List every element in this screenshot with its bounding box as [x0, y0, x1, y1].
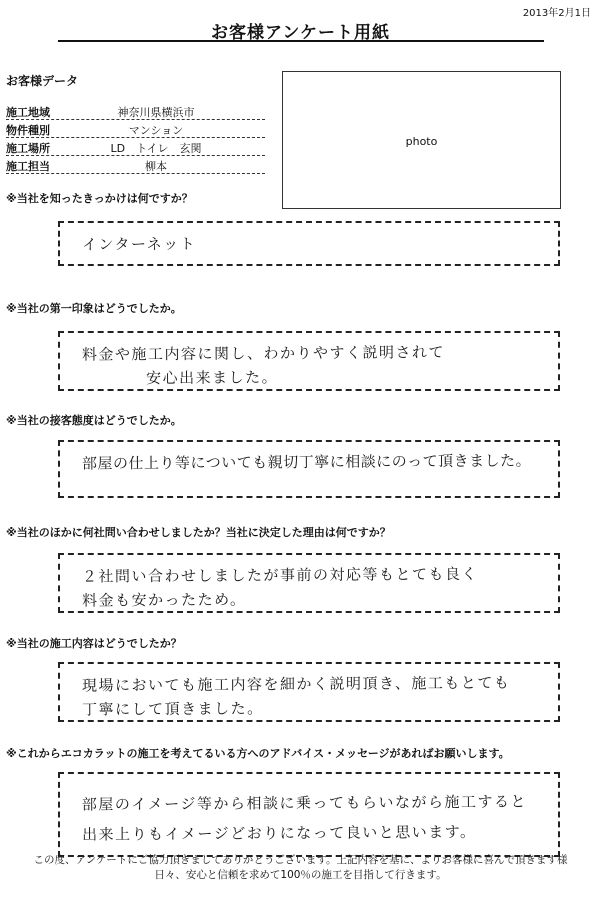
- answer-line: 丁寧にして頂きました。: [82, 699, 264, 719]
- question-advice: ※これからエコカラットの施工を考えてるいる方へのアドバイス・メッセージがあればお願いします。: [6, 747, 510, 760]
- question-work-quality: ※当社の施工内容はどうでしたか？: [6, 637, 182, 650]
- answer-box-work-quality: [58, 662, 560, 722]
- info-row-area: [6, 102, 265, 120]
- info-label: 施工地域: [6, 106, 50, 119]
- info-row-staff: [6, 156, 265, 174]
- info-value: LD トイレ 玄関: [110, 142, 202, 155]
- info-value: 神奈川県横浜市: [117, 106, 195, 119]
- info-row-property-type: [6, 120, 265, 138]
- photo-label: photo: [405, 135, 438, 148]
- answer-box-other-companies: [58, 553, 560, 613]
- handwritten-answer: [82, 561, 552, 612]
- answer-line: 部屋のイメージ等から相談に乗ってもらいながら施工すると: [81, 792, 528, 814]
- question-service-attitude: ※当社の接客態度はどうでしたか。: [6, 414, 182, 427]
- answer-box-service-attitude: [58, 440, 560, 498]
- info-label: 施工担当: [6, 160, 50, 173]
- question-other-companies: ※当社のほかに何社問い合わせしましたか？当社に決定した理由は何ですか？: [6, 526, 391, 539]
- answer-line: ２社問い合わせしましたが事前の対応等もとても良く: [81, 564, 478, 586]
- closing-line: この度、アンケートにご協力頂きましてありがとうございます。上記内容を基に、よりお客様に喜んで頂きます様: [33, 854, 568, 866]
- info-value: 柳本: [145, 160, 167, 173]
- answer-box-discovery: [58, 221, 560, 266]
- closing-message: [0, 853, 601, 883]
- answer-line: 出来上りもイメージどおりになって良いと思います。: [82, 822, 477, 844]
- answer-line: インターネット: [81, 234, 197, 254]
- title-underline: [58, 40, 544, 42]
- survey-date: 2013年2月1日: [522, 8, 591, 19]
- question-discovery: ※当社を知ったきっかけは何ですか？: [6, 192, 193, 205]
- photo-placeholder: [282, 71, 561, 209]
- handwritten-answer: [82, 339, 552, 390]
- answer-line: 料金も安かったため。: [82, 590, 247, 610]
- customer-data-heading: お客様データ: [6, 74, 79, 88]
- info-row-location: [6, 138, 265, 156]
- answer-line: 料金や施工内容に関し、わかりやすく説明されて: [81, 343, 445, 364]
- info-value: マンション: [128, 124, 184, 137]
- info-label: 物件種別: [6, 124, 50, 137]
- answer-line: 安心出来ました。: [146, 368, 279, 388]
- page-title: お客様アンケート用紙: [211, 23, 390, 43]
- handwritten-answer: [82, 448, 552, 475]
- closing-line: 日々、安心と信頼を求めて100％の施工を目指して行きます。: [154, 869, 447, 881]
- question-first-impression: ※当社の第一印象はどうでしたか。: [6, 302, 182, 315]
- answer-box-first-impression: [58, 331, 560, 391]
- handwritten-answer: [82, 786, 552, 849]
- info-label: 施工場所: [6, 142, 50, 155]
- answer-line: 現場においても施工内容を細かく説明頂き、施工もとても: [81, 673, 511, 695]
- handwritten-answer: [82, 670, 552, 721]
- handwritten-answer: [82, 229, 552, 256]
- answer-box-advice: [58, 772, 560, 857]
- answer-line: 部屋の仕上り等についても親切丁寧に相談にのって頂きました。: [81, 451, 532, 473]
